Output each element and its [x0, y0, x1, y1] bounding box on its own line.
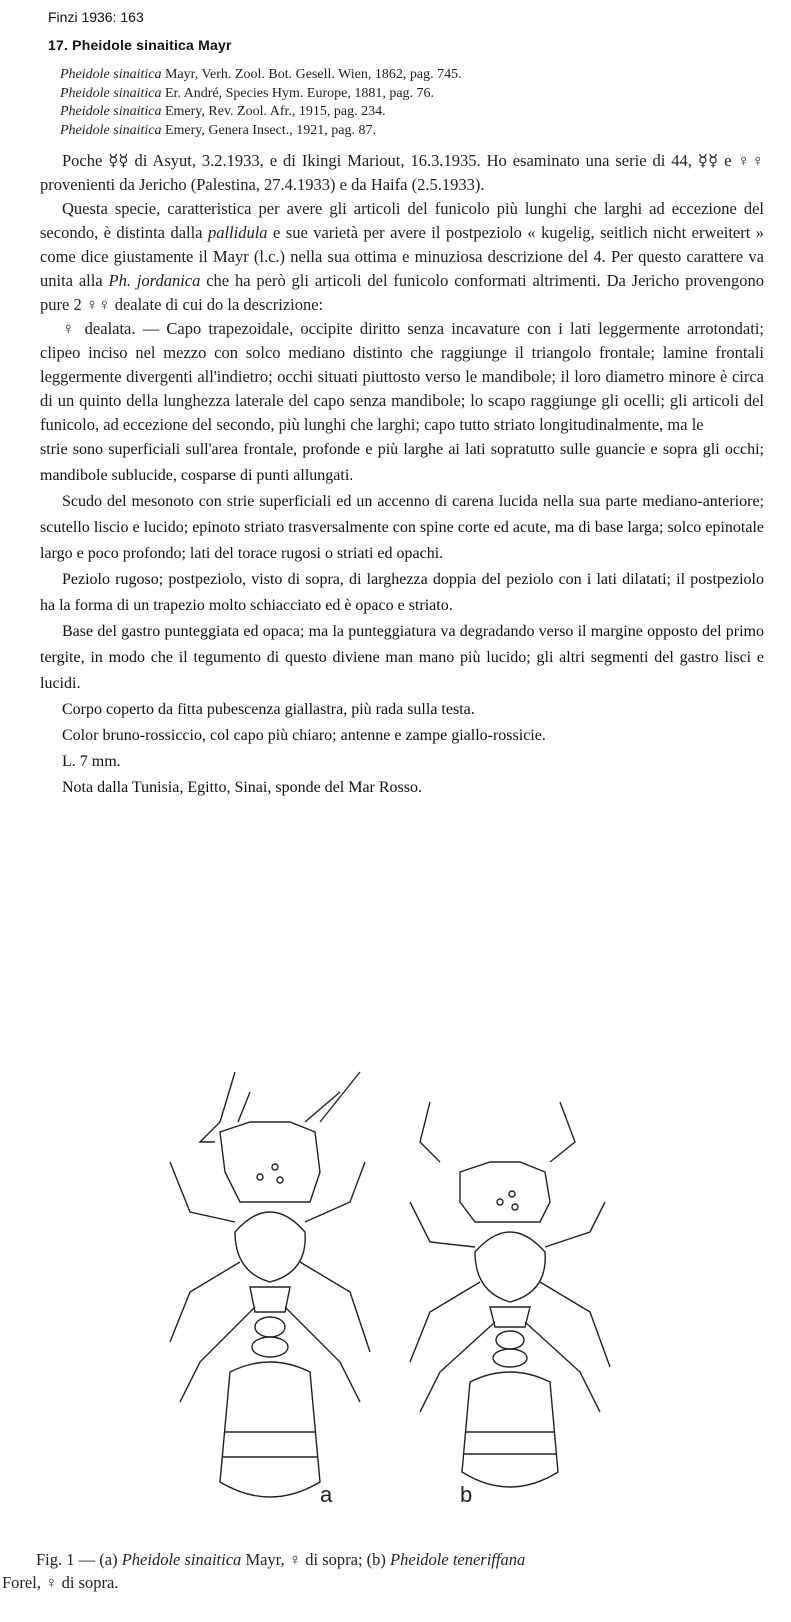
description-head-continued: strie sono superficiali sull'area frontale, profonde e più larghe ai lati sopratutto sulle guancie e sopra gli occhi; mandibole sublucide, cosparse di punti allungati. — [40, 441, 764, 484]
taxon-pallidula: pallidula — [207, 223, 268, 242]
article-body — [40, 60, 764, 801]
description-pubescence-paragraph: Corpo coperto da fitta pubescenza giallastra, più rada sulla testa. — [62, 701, 475, 718]
caption-line: Forel, ♀ di sopra. — [2, 1573, 119, 1592]
reference-taxon: Pheidole sinaitica — [60, 122, 162, 138]
description-petiole-paragraph: Peziolo rugoso; postpeziolo, visto di sopra, di larghezza doppia del peziolo con i lati dilatati; il postpeziolo ha la forma di un trapezio molto schiacciato ed è opaco e striato. — [40, 571, 764, 614]
reference-line — [60, 85, 764, 104]
figure-caption — [2, 1548, 788, 1594]
source-citation: Finzi 1936: 163 — [48, 9, 144, 25]
reference-taxon: Pheidole sinaitica — [60, 67, 162, 82]
species-heading: 17. Pheidole sinaitica Mayr — [48, 37, 232, 53]
diagnosis-text: Questa specie, caratteristica per avere gli articoli del funicolo più lunghi che larghi ad eccezione del secondo, è distinta dalla — [40, 199, 764, 242]
caption-prefix: Fig. 1 — (a) — [36, 1550, 122, 1569]
diagnosis-text: che ha però gli articoli del funicolo conformati altrimenti. Da Jericho provengono pure 2 ♀♀ dealate di cui do la descrizione: — [40, 271, 764, 314]
reference-line — [60, 103, 764, 122]
ant-illustration — [160, 1062, 620, 1522]
taxon-jordanica: Ph. jordanica — [108, 271, 201, 290]
description-gaster-paragraph: Base del gastro punteggiata ed opaca; ma la punteggiatura va degradando verso il margine opposto del primo tergite, in modo che il tegumento di questo diviene man mano più lucido; gli altri segmenti del gastro lisci e lucidi. — [40, 623, 764, 692]
reference-line — [60, 122, 764, 141]
figure-label-b: b — [460, 1482, 473, 1507]
reference-citation: Emery, Rev. Zool. Afr., 1915, pag. 234. — [161, 104, 386, 119]
ant-a-drawing — [170, 1072, 370, 1507]
figure-label-a: a — [320, 1482, 333, 1507]
caption-line — [2, 1548, 788, 1571]
reference-taxon: Pheidole sinaitica — [60, 104, 162, 119]
ant-b-drawing — [410, 1102, 610, 1507]
description-thorax-paragraph: Scudo del mesonoto con strie superficiali ed un accenno di carena lucida nella sua parte mediano-anteriore; scutello liscio e lucido; epinoto striato trasversalmente con spine corte ed acute, ma di base larga; solco epinotale largo e poco profondo; lati del torace rugosi o striati ed opachi. — [40, 493, 764, 562]
reference-line — [60, 66, 764, 85]
length-paragraph: L. 7 mm. — [62, 753, 121, 770]
reference-citation: Mayr, Verh. Zool. Bot. Gesell. Wien, 1862, pag. 745. — [161, 67, 462, 82]
description-head-paragraph: ♀ dealata. — Capo trapezoidale, occipite diritto senza incavature con i lati leggermente arrotondati; clipeo inciso nel mezzo con solco mediano distinto che raggiunge il triangolo frontale; lamine frontali leggermente divergenti all'indietro; occhi situati piuttosto verso le mandibole; il loro diametro minore è circa di un quinto della lunghezza laterale del capo senza mandibole; lo scapo raggiunge gli ocelli; gli articoli del funicolo, ad eccezione del secondo, più lunghi che larghi; capo tutto striato longitudinalmente, ma le — [40, 319, 764, 434]
caption-taxon-b: Pheidole teneriffana — [390, 1550, 526, 1569]
reference-citation: Emery, Genera Insect., 1921, pag. 87. — [161, 122, 376, 138]
caption-taxon-a: Pheidole sinaitica — [121, 1550, 242, 1569]
diagnosis-paragraph — [40, 197, 764, 317]
distribution-paragraph: Nota dalla Tunisia, Egitto, Sinai, sponde del Mar Rosso. — [62, 779, 422, 796]
reference-citation: Er. André, Species Hym. Europe, 1881, pag. 76. — [161, 85, 435, 101]
diagnosis-text: e sue varietà per avere il postpeziolo « kugelig, seitlich nicht erweitert » come dice giustamente il Mayr (l.c.) nella sua ottima e minuziosa descrizione del 4. Per questo carattere va unita alla — [40, 223, 764, 290]
description-color-paragraph: Color bruno-rossiccio, col capo più chiaro; antenne e zampe giallo-rossicie. — [62, 727, 546, 744]
synonymy-list — [60, 66, 764, 140]
reference-taxon: Pheidole sinaitica — [60, 85, 162, 101]
material-paragraph: Poche ☿☿ di Asyut, 3.2.1933, e di Ikingi Mariout, 16.3.1935. Ho esaminato una serie di 44, ☿☿ e ♀♀ provenienti da Jericho (Palestina, 27.4.1933) e da Haifa (2.5.1933). — [40, 151, 764, 194]
caption-mid: Mayr, ♀ di sopra; (b) — [241, 1550, 391, 1569]
